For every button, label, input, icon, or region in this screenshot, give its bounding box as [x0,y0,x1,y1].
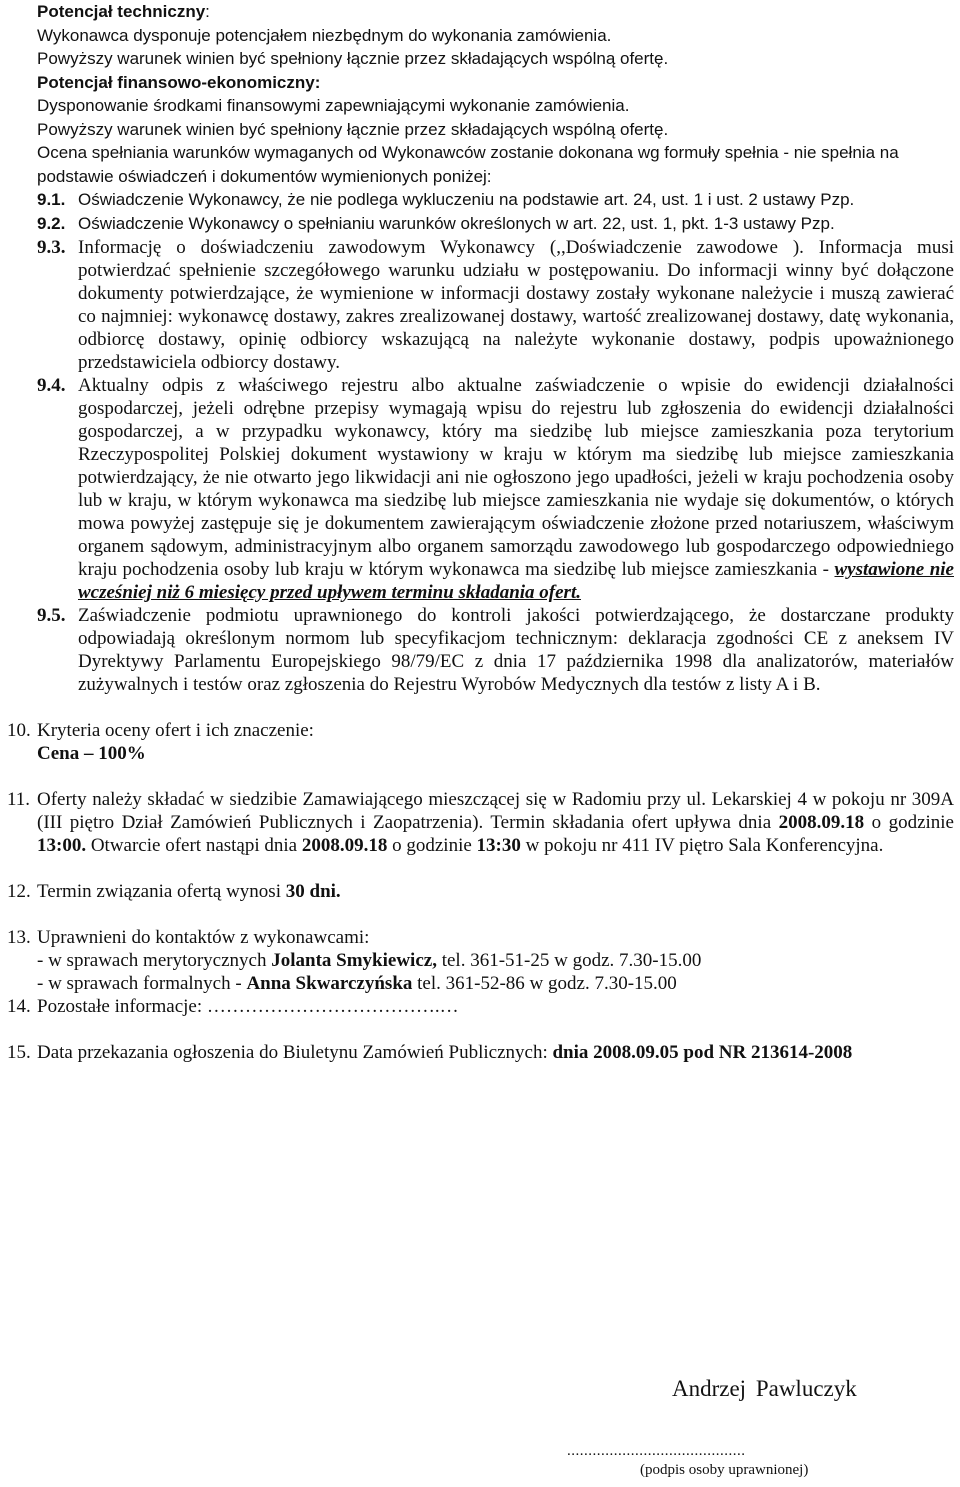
conditions-section [37,0,954,235]
item-text: Oświadczenie Wykonawcy o spełnianiu warunków określonych w art. 22, ust. 1, pkt. 1-3 ustawy Pzp. [78,213,835,233]
price-criterion: Cena – 100% [37,743,146,764]
section-12 [7,880,954,903]
section-number: 11. [7,789,31,810]
technical-line-2: Powyższy warunek winien być spełniony łącznie przez składających wspólną ofertę. [37,49,669,68]
contact-formal: - w sprawach formalnych - Anna Skwarczyńska tel. 361-52-86 w godz. 7.30-15.00 [37,973,677,994]
signatory-name: Andrzej Pawluczyk [672,1376,857,1401]
section-number: 13. [7,927,31,948]
section-text: Uprawnieni do kontaktów z wykonawcami: [37,927,370,948]
section-14 [7,995,954,1018]
item-number: 9.5. [37,605,66,626]
list-item-9-4 [37,374,954,604]
list-item-9-3 [37,236,954,374]
item-text: Aktualny odpis z właściwego rejestru albo aktualne zaświadczenie o wpisie do ewidencji działalności gospodarczej, jeżeli odrębne przepisy wymagają wpisu do rejestru lub zgłoszenia do ewidencji działalności gospodarczej, a w przypadku wykonawcy, który ma siedzibę lub miejsce zamieszkania poza terytorium Rzeczypospolitej Polskiej dokument wystawiony w kraju w którym ma siedzibę lub miejsce zamieszkania potwierdzający, że nie otwarto jego likwidacji ani nie ogłoszono jego upadłości, jeżeli w kraju pochodzenia osoby lub w kraju, w którym wykonawca ma siedzibę lub miejsce zamieszkania nie wydaje się dokumentów, o których mowa powyżej zastępuje się je dokumentem zawierającym oświadczenie złożone przed notariuszem, właściwym organem sądowym, administracyjnym albo organem samorządu zawodowego lub gospodarczego odpowiedniego kraju pochodzenia osoby lub kraju w którym wykonawca ma siedzibę lub miejsce zamieszkania - wystawione nie wcześniej niż 6 miesięcy przed upływem terminu składania ofert. [78,375,954,603]
heading-financial: Potencjał finansowo-ekonomiczny: [37,72,321,92]
list-item-9-5 [37,604,954,696]
financial-line-1: Dysponowanie środkami finansowymi zapewniającymi wykonanie zamówienia. [37,96,630,115]
documents-section [7,236,954,1064]
assessment-paragraph: Ocena spełniania warunków wymaganych od Wykonawców zostanie dokonana wg formuły spełnia - nie spełnia na podstawie oświadczeń i dokumentów wymienionych poniżej: [37,143,899,186]
section-11 [7,788,954,857]
item-number: 9.2. [37,213,66,233]
section-number: 14. [7,996,31,1017]
item-number: 9.4. [37,375,66,396]
signature-line: .......................................... [567,1443,746,1459]
technical-line-1: Wykonawca dysponuje potencjałem niezbędnym do wykonania zamówienia. [37,25,612,45]
section-text: Pozostałe informacje: ……………………………….… [37,996,459,1017]
section-text: Kryteria oceny ofert i ich znaczenie: [37,720,314,741]
signature-caption: (podpis osoby uprawnionej) [640,1462,809,1478]
item-text: Zaświadczenie podmiotu uprawnionego do kontroli jakości potwierdzającego, że dostarczane produkty odpowiadają określonym normom lub specyfikacjom technicznym: deklaracja zgodności CE z aneksem IV Dyrektywy Parlamentu Europejskiego 98/79/EC z dnia 17 października 1998 dla analizatorów, materiałów zużywalnych i testów oraz zgłoszenia do Rejestru Wyrobów Medycznych dla testów z listy A i B. [78,605,954,695]
list-item-9-1 [37,188,954,212]
contact-merit: - w sprawach merytorycznych Jolanta Smykiewicz, tel. 361-51-25 w godz. 7.30-15.00 [37,950,702,971]
section-10 [7,719,954,765]
item-number: 9.1. [37,190,66,209]
section-text: Oferty należy składać w siedzibie Zamawiającego mieszczącej się w Radomiu przy ul. Lekarskiej 4 w pokoju nr 309A (III piętro Dział Zamówień Publicznych i Zaopatrzenia). Termin składania ofert upływa dnia 2008.09.18 o godzinie 13:00. Otwarcie ofert nastąpi dnia 2008.09.18 o godzinie 13:30 w pokoju nr 411 IV piętro Sala Konferencyjna. [37,789,954,856]
heading-technical: Potencjał techniczny: [37,2,210,21]
item-number: 9.3. [37,237,66,258]
section-number: 10. [7,720,31,741]
validity-emphasis: wystawione nie wcześniej niż 6 miesięcy przed upływem terminu składania ofert. [78,559,954,603]
section-15 [7,1041,954,1064]
item-text: Informację o doświadczeniu zawodowym Wykonawcy (,,Doświadczenie zawodowe ). Informacja musi potwierdzać spełnienie szczegółowego warunku udziału w postępowaniu. Do informacji winny być dołączone dokumenty potwierdzające, że wymienione w informacji dostawy zostały wykonane należycie i muszą zawierać co najmniej: wykonawcę dostawy, zakres zrealizowanej dostawy, wartość zrealizowanej dostawy, datę wykonania, odbiorcę dostawy, opinię odbiorcy wskazującą na należyte wykonanie dostawy, podpis upoważnionego przedstawiciela odbiorcy dostawy. [78,237,954,373]
list-item-9-2 [37,212,954,236]
section-number: 15. [7,1042,31,1063]
financial-line-2: Powyższy warunek winien być spełniony łącznie przez składających wspólną ofertę. [37,119,669,139]
section-number: 12. [7,881,31,902]
section-text: Data przekazania ogłoszenia do Biuletynu Zamówień Publicznych: dnia 2008.09.05 pod NR 213614-2008 [37,1042,853,1063]
section-13 [7,926,954,995]
section-text: Termin związania ofertą wynosi 30 dni. [37,881,341,902]
item-text: Oświadczenie Wykonawcy, że nie podlega wykluczeniu na podstawie art. 24, ust. 1 i ust. 2 ustawy Pzp. [78,190,855,209]
